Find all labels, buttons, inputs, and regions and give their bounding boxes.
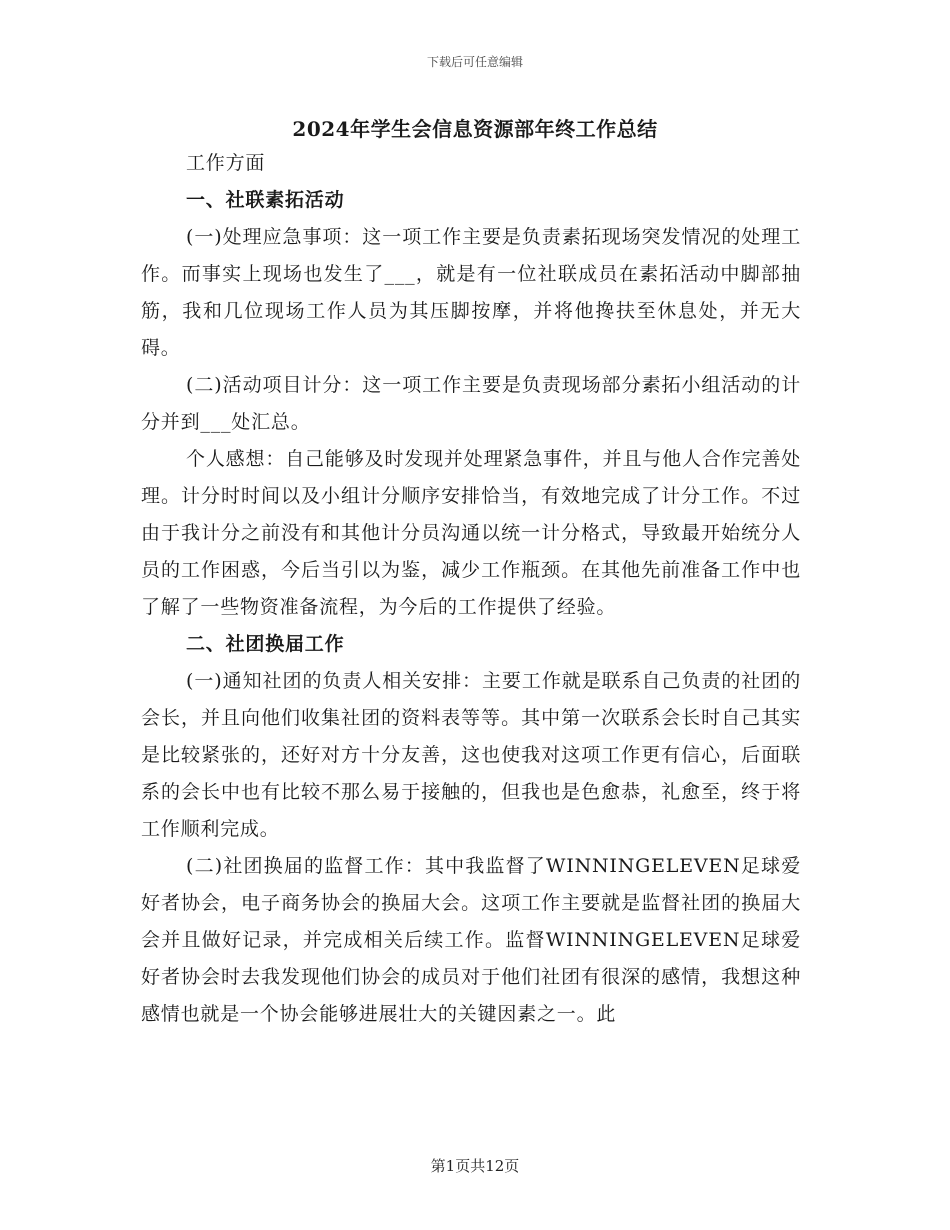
section-heading-2: 二、社团换届工作: [186, 633, 345, 655]
paragraph-work-aspect: 工作方面: [186, 152, 266, 174]
paragraph-supervision: (二)社团换届的监督工作：其中我监督了WINNINGELEVEN足球爱好者协会，电子商务协会的换届大会。这项工作主要就是监督社团的换届大会并且做好记录，并完成相关后续工作。监督WINNINGELEVEN足球爱好者协会时去我发现他们协会的成员对于他们社团有很深的感情，我想这种感情也就是一个协会能够进展壮大的关键因素之一。此: [141, 855, 801, 1025]
paragraph-reflection: 个人感想：自己能够及时发现并处理紧急事件，并且与他人合作完善处理。计分时时间以及小组计分顺序安排恰当，有效地完成了计分工作。不过由于我计分之前没有和其他计分员沟通以统一计分格式，导致最开始统分人员的工作困惑，今后当引以为鉴，减少工作瓶颈。在其他先前准备工作中也了解了一些物资准备流程，为今后的工作提供了经验。: [141, 448, 801, 618]
document-title: 2024年学生会信息资源部年终工作总结: [292, 117, 658, 141]
paragraph-emergency: (一)处理应急事项：这一项工作主要是负责素拓现场突发情况的处理工作。而事实上现场也发生了___，就是有一位社联成员在素拓活动中脚部抽筋，我和几位现场工作人员为其压脚按摩，并将他搀扶至休息处，并无大碍。: [141, 226, 801, 359]
page-number: 第1页共12页: [430, 1157, 520, 1175]
paragraph-notify: (一)通知社团的负责人相关安排：主要工作就是联系自己负责的社团的会长，并且向他们收集社团的资料表等等。其中第一次联系会长时自己其实是比较紧张的，还好对方十分友善，这也使我对这项工作更有信心，后面联系的会长中也有比较不那么易于接触的，但我也是色愈恭，礼愈至，终于将工作顺利完成。: [141, 670, 801, 840]
section-heading-1: 一、社联素拓活动: [186, 189, 345, 211]
document-body: [141, 145, 801, 1033]
download-note: 下载后可任意编辑: [426, 55, 523, 69]
paragraph-scoring: (二)活动项目计分：这一项工作主要是负责现场部分素拓小组活动的计分并到___处汇总。: [141, 374, 801, 433]
